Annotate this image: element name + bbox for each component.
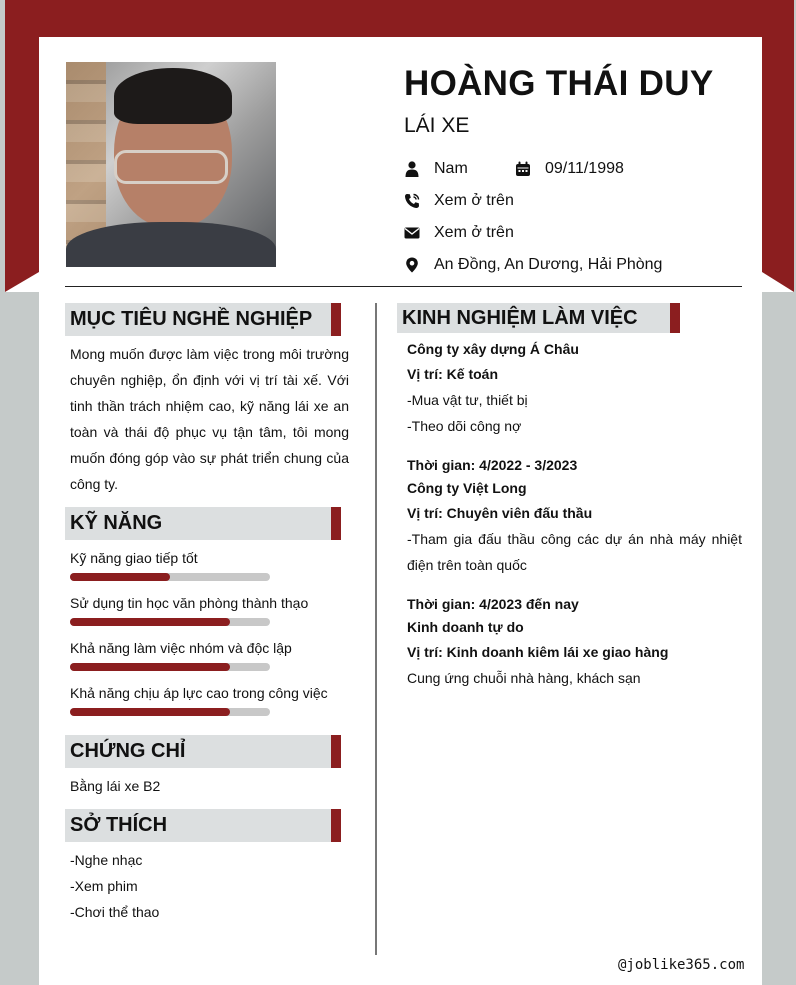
- phone-row: [404, 192, 514, 210]
- left-red-band: [5, 0, 39, 292]
- hobby-item: -Nghe nhạc: [70, 852, 143, 868]
- skill-label: Khả năng làm việc nhóm và độc lập: [70, 640, 292, 656]
- job-title: LÁI XE: [404, 114, 470, 137]
- skill-bar-fill: [70, 708, 230, 716]
- objective-text: Mong muốn được làm việc trong môi trường chuyên nghiệp, ổn định với vị trí tài xế. Với tinh thần trách nhiệm cao, kỹ năng lái xe an toàn và thái độ phục vụ tận tâm, tôi mong muốn đóng góp vào sự phát triển chung của công ty.: [70, 346, 349, 492]
- email-value: Xem ở trên: [434, 224, 514, 241]
- right-notch-decoration: [762, 272, 794, 292]
- skill-label: Sử dụng tin học văn phòng thành thạo: [70, 595, 309, 611]
- skill-bar: [70, 663, 270, 671]
- birthdate-value: 09/11/1998: [545, 160, 624, 177]
- hobby-item: -Xem phim: [70, 878, 138, 894]
- hobby-item: -Chơi thể thao: [70, 904, 160, 920]
- map-pin-icon: [404, 257, 420, 273]
- left-notch-decoration: [5, 272, 39, 292]
- address-value: An Đồng, An Dương, Hải Phòng: [434, 256, 663, 273]
- footer-watermark: @joblike365.com: [618, 957, 745, 973]
- job-detail: -Theo dõi công nợ: [407, 418, 522, 434]
- right-red-band: [762, 0, 794, 292]
- job-time: Thời gian: 4/2022 - 3/2023: [407, 457, 578, 473]
- job-detail: -Tham gia đấu thầu công các dự án nhà máy nhiệt điện trên toàn quốc: [407, 531, 742, 573]
- gender-row: [404, 160, 468, 178]
- skill-bar: [70, 708, 270, 716]
- skills-heading: KỸ NĂNG: [65, 507, 341, 540]
- job-time: Thời gian: 4/2023 đến nay: [407, 596, 579, 612]
- calendar-icon: [515, 161, 531, 177]
- job-company: Công ty xây dựng Á Châu: [407, 341, 579, 357]
- certificates-heading: CHỨNG CHỈ: [65, 735, 341, 768]
- certificate-item: Bằng lái xe B2: [70, 778, 161, 794]
- skill-label: Khả năng chịu áp lực cao trong công việc: [70, 685, 328, 701]
- skill-bar: [70, 573, 270, 581]
- job-position: Vị trí: Chuyên viên đấu thầu: [407, 505, 593, 521]
- job-company: Công ty Việt Long: [407, 480, 527, 496]
- hobbies-heading: SỞ THÍCH: [65, 809, 341, 842]
- birthdate-row: [515, 160, 624, 178]
- job-detail: Cung ứng chuỗi nhà hàng, khách sạn: [407, 670, 641, 686]
- skill-label: Kỹ năng giao tiếp tốt: [70, 550, 198, 566]
- header-divider: [65, 286, 742, 287]
- phone-icon: [404, 193, 420, 209]
- objective-heading: MỤC TIÊU NGHỀ NGHIỆP: [65, 303, 341, 336]
- email-row: [404, 224, 514, 242]
- job-position: Vị trí: Kinh doanh kiêm lái xe giao hàng: [407, 644, 669, 660]
- profile-photo: [66, 62, 276, 267]
- job-detail: -Mua vật tư, thiết bị: [407, 392, 528, 408]
- skill-bar-fill: [70, 663, 230, 671]
- gender-value: Nam: [434, 160, 468, 177]
- phone-value: Xem ở trên: [434, 192, 514, 209]
- skill-bar-fill: [70, 618, 230, 626]
- envelope-icon: [404, 225, 420, 241]
- job-position: Vị trí: Kế toán: [407, 366, 499, 382]
- experience-heading: KINH NGHIỆM LÀM VIỆC: [397, 303, 680, 333]
- column-divider: [375, 303, 377, 955]
- skill-bar: [70, 618, 270, 626]
- top-red-band: [5, 0, 794, 40]
- skill-bar-fill: [70, 573, 170, 581]
- job-company: Kinh doanh tự do: [407, 619, 524, 635]
- candidate-name: HOÀNG THÁI DUY: [404, 64, 714, 103]
- address-row: [404, 256, 662, 274]
- person-icon: [404, 161, 420, 177]
